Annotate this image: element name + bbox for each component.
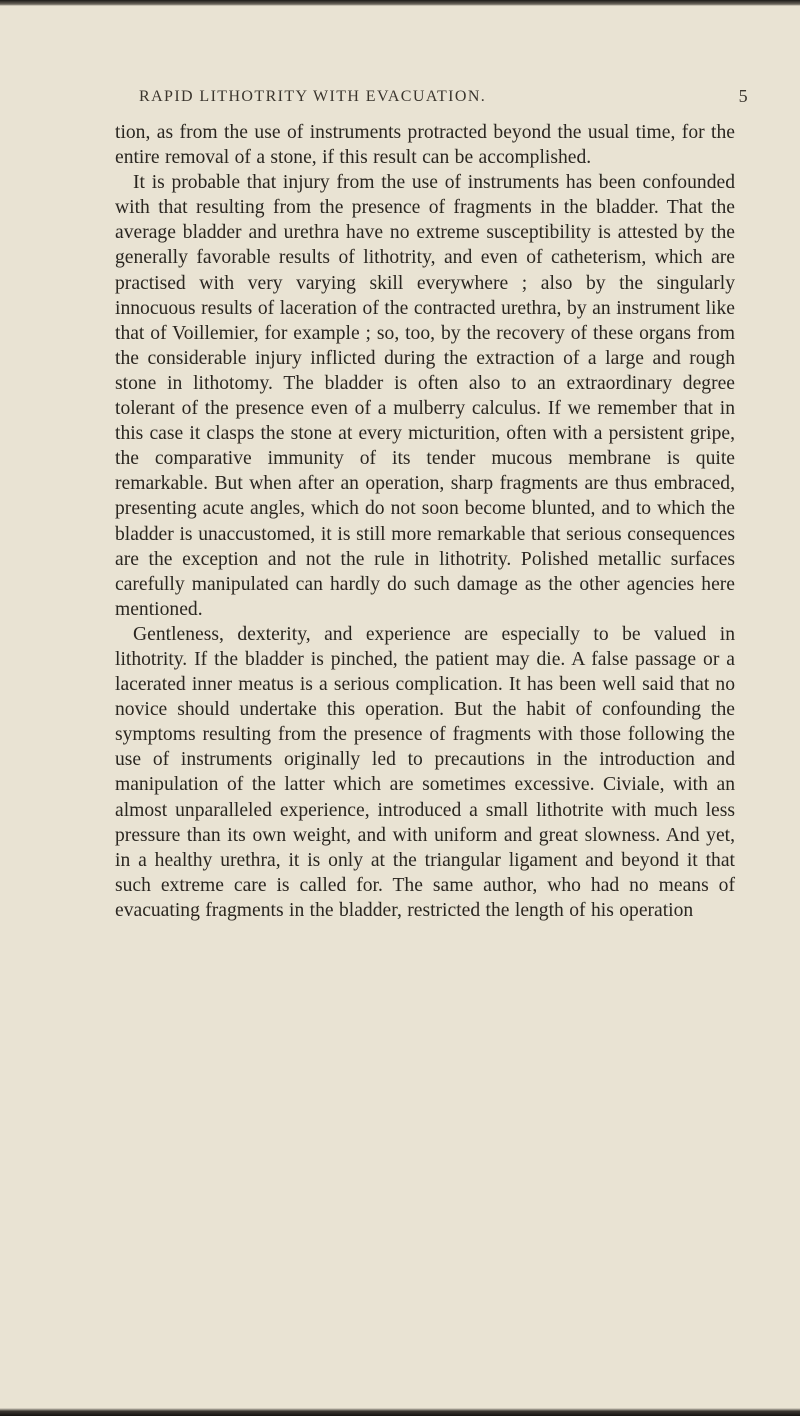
book-page — [115, 80, 749, 923]
running-head — [115, 80, 749, 120]
scan-top-edge — [0, 0, 800, 6]
running-head-title: RAPID LITHOTRITY WITH EVACUATION. — [139, 88, 487, 105]
body-text — [115, 120, 735, 923]
paragraph-injury: It is probable that injury from the use of instruments has been confounded with that resulting from the presence of fragments in the bladder. That the average bladder and urethra have no extreme susceptibility is attested by the generally favorable results of lithotrity, and even of catheterism, which are practised with very varying skill everywhere ; also by the singularly innocuous results of laceration of the contracted urethra, by an instrument like that of Voillemier, for example ; so, too, by the recovery of these organs from the considerable injury inflicted during the extraction of a large and rough stone in lithotomy. The bladder is often also to an extraordinary degree tolerant of the presence even of a mulberry calculus. If we remember that in this case it clasps the stone at every micturition, often with a persistent gripe, the comparative immunity of its tender mucous membrane is quite remarkable. But when after an operation, sharp fragments are thus embraced, presenting acute angles, which do not soon become blunted, and to which the bladder is unaccustomed, it is still more remarkable that serious consequences are the exception and not the rule in lithotrity. Polished metallic surfaces carefully manipulated can hardly do such damage as the other agencies here mentioned. — [115, 172, 735, 620]
scan-bottom-edge — [0, 1408, 800, 1416]
paragraph-gentleness: Gentleness, dexterity, and experience are especially to be valued in lithotrity. If the bladder is pinched, the patient may die. A false passage or a lacerated inner meatus is a serious complication. It has been well said that no novice should undertake this operation. But the habit of confounding the symptoms resulting from the presence of fragments with those following the use of instruments originally led to precautions in the introduction and manipulation of the latter which are sometimes excessive. Civiale, with an almost unparalleled experience, introduced a small lithotrite with much less pressure than its own weight, and with uniform and great slowness. And yet, in a healthy urethra, it is only at the triangular ligament and beyond it that such extreme care is called for. The same author, who had no means of evacuating fragments in the bladder, restricted the length of his operation — [115, 623, 735, 921]
page-number: 5 — [738, 86, 749, 106]
paragraph-continuation: tion, as from the use of instruments protracted beyond the usual time, for the entire removal of a stone, if this result can be accomplished. — [115, 122, 735, 169]
